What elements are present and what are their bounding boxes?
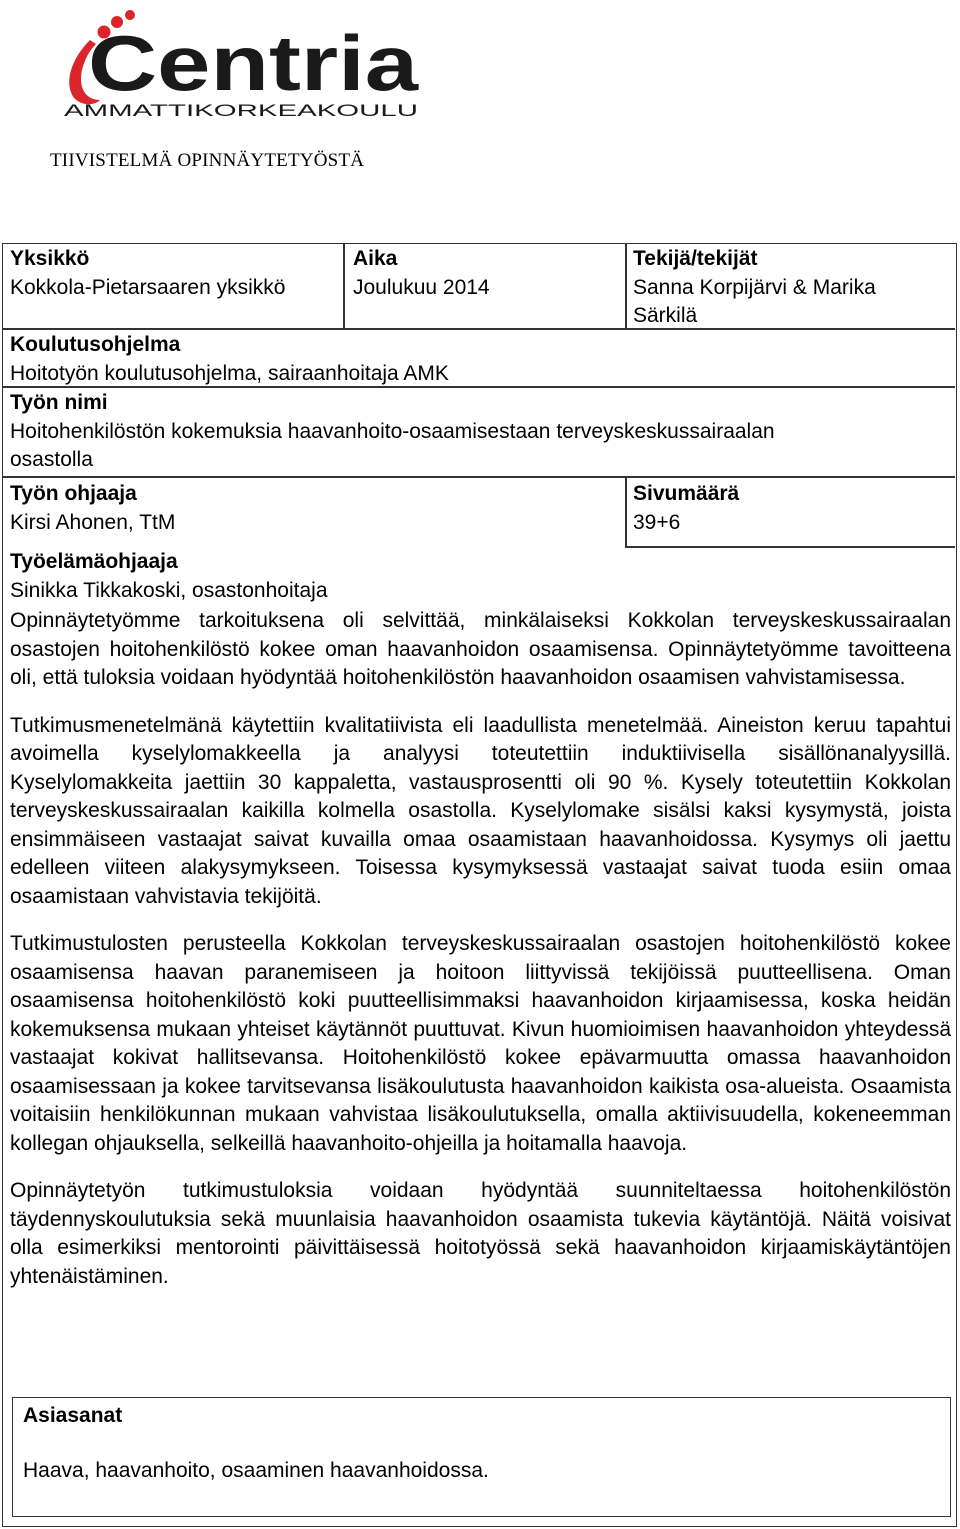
document-heading: TIIVISTELMÄ OPINNÄYTETYÖSTÄ (50, 150, 365, 171)
supervisor-value: Kirsi Ahonen, TtM (10, 510, 176, 534)
pages-value: 39+6 (633, 510, 681, 534)
abstract-paragraph: Opinnäytetyön tutkimustuloksia voidaan hyödyntää suunniteltaessa hoitohenkilöstön täydennyskoulutuksia sekä muunlaisia haavanhoidon osaamista tukevia käytäntöjä. Näitä voisivat olla esimerkiksi mentorointi päivittäisessä hoitotyössä sekä haavanhoidon kirjaamiskäytäntöjen yhtenäistäminen. (10, 1179, 951, 1288)
program-cell (10, 331, 950, 388)
title-cell (10, 389, 950, 475)
time-cell (353, 245, 623, 302)
logo-subtitle: AMMATTIKORKEAKOULU (64, 101, 418, 120)
abstract-body (10, 607, 951, 1310)
unit-cell (10, 245, 340, 302)
abstract-paragraph: Tutkimustulosten perusteella Kokkolan terveyskeskussairaalan osastojen hoitohenkilöstö kokee osaamisensa haavan paranemiseen ja hoitoon liittyvissä tekijöissä puutteellisena. Oman osaamisensa hoitohenkilöstö koki puutteellisimmaksi haavanhoidon kirjaamisessa, koska heidän kokemuksensa mukaan yhteiset käytännöt puuttuvat. Kivun huomioimisen haavanhoidon yhteydessä vastaajat kokivat hallitsevansa. Hoitohenkilöstö kokee epävarmuutta omassa haavanhoidon osaamisessaan ja kokee tarvitsevansa lisäkoulutusta haavanhoidon kaikista osa-alueista. Osaamista voitaisiin henkilökunnan mukaan vahvistaa lisäkoulutuksella, omalla aktiivisuudella, kokeneemman kollegan ohjauksella, selkeillä haavanhoito-ohjeilla ja hoitamalla haavoja. (10, 932, 951, 1155)
centria-logo (60, 4, 422, 122)
authors-value-line1: Sanna Korpijärvi & Marika (633, 275, 876, 299)
unit-value: Kokkola-Pietarsaaren yksikkö (10, 275, 286, 299)
program-label: Koulutusohjelma (10, 333, 181, 356)
workplace-supervisor-label: Työelämäohjaaja (10, 550, 178, 573)
time-label: Aika (353, 247, 398, 270)
logo-brand: Centria (88, 19, 419, 107)
authors-cell (633, 245, 953, 331)
keywords-box (12, 1397, 951, 1517)
abstract-paragraph: Opinnäytetyömme tarkoituksena oli selvittää, minkälaiseksi Kokkolan terveyskeskussairaalan osastojen hoitohenkilöstö kokee oman haavanhoidon osaamisensa. Opinnäytetyömme tavoitteena oli, että tuloksia voidaan hyödyntää hoitohenkilöstön haavanhoidon osaamisen vahvistamisessa. (10, 609, 951, 689)
abstract-paragraph: Tutkimusmenetelmänä käytettiin kvalitatiivista eli laadullista menetelmää. Aineiston keruu tapahtui avoimella kyselylomakkeella ja analyysi toteutettiin induktiivisella sisällönanalyysillä. Kyselylomakkeita jaettiin 30 kappaletta, vastausprosentti oli 90 %. Kysely toteutettiin Kokkolan terveyskeskussairaalan kaikilla kolmella osastolla. Kyselylomake sisälsi kaksi kysymystä, joista ensimmäiseen vastaajat saivat kuvailla omaa osaamistaan haavanhoidossa. Kysymys oli jaettu edelleen viiteen alakysymykseen. Toisessa kysymyksessä vastaajat saivat tuoda esiin omaa osaamistaan vahvistavia tekijöitä. (10, 713, 951, 908)
authors-label: Tekijä/tekijät (633, 247, 758, 270)
divider (343, 244, 345, 328)
workplace-supervisor-value: Sinikka Tikkakoski, osastonhoitaja (10, 578, 328, 602)
workplace-supervisor-cell (10, 548, 950, 605)
pages-cell (633, 480, 953, 537)
supervisor-cell (10, 480, 610, 537)
keywords-label: Asiasanat (23, 1404, 123, 1427)
time-value: Joulukuu 2014 (353, 275, 490, 299)
divider (625, 476, 627, 546)
title-value-line1: Hoitohenkilöstön kokemuksia haavanhoito-osaamisestaan terveyskeskussairaalan (10, 419, 775, 443)
divider (625, 244, 627, 328)
abstract-form (2, 243, 957, 1527)
program-value: Hoitotyön koulutusohjelma, sairaanhoitaja AMK (10, 361, 449, 385)
keywords-value: Haava, haavanhoito, osaaminen haavanhoidossa. (23, 1459, 489, 1482)
supervisor-label: Työn ohjaaja (10, 482, 137, 505)
pages-label: Sivumäärä (633, 482, 740, 505)
authors-value-line2: Särkilä (633, 304, 698, 327)
unit-label: Yksikkö (10, 247, 90, 270)
title-value-line2: osastolla (10, 448, 93, 471)
divider (3, 476, 955, 478)
title-label: Työn nimi (10, 391, 108, 414)
